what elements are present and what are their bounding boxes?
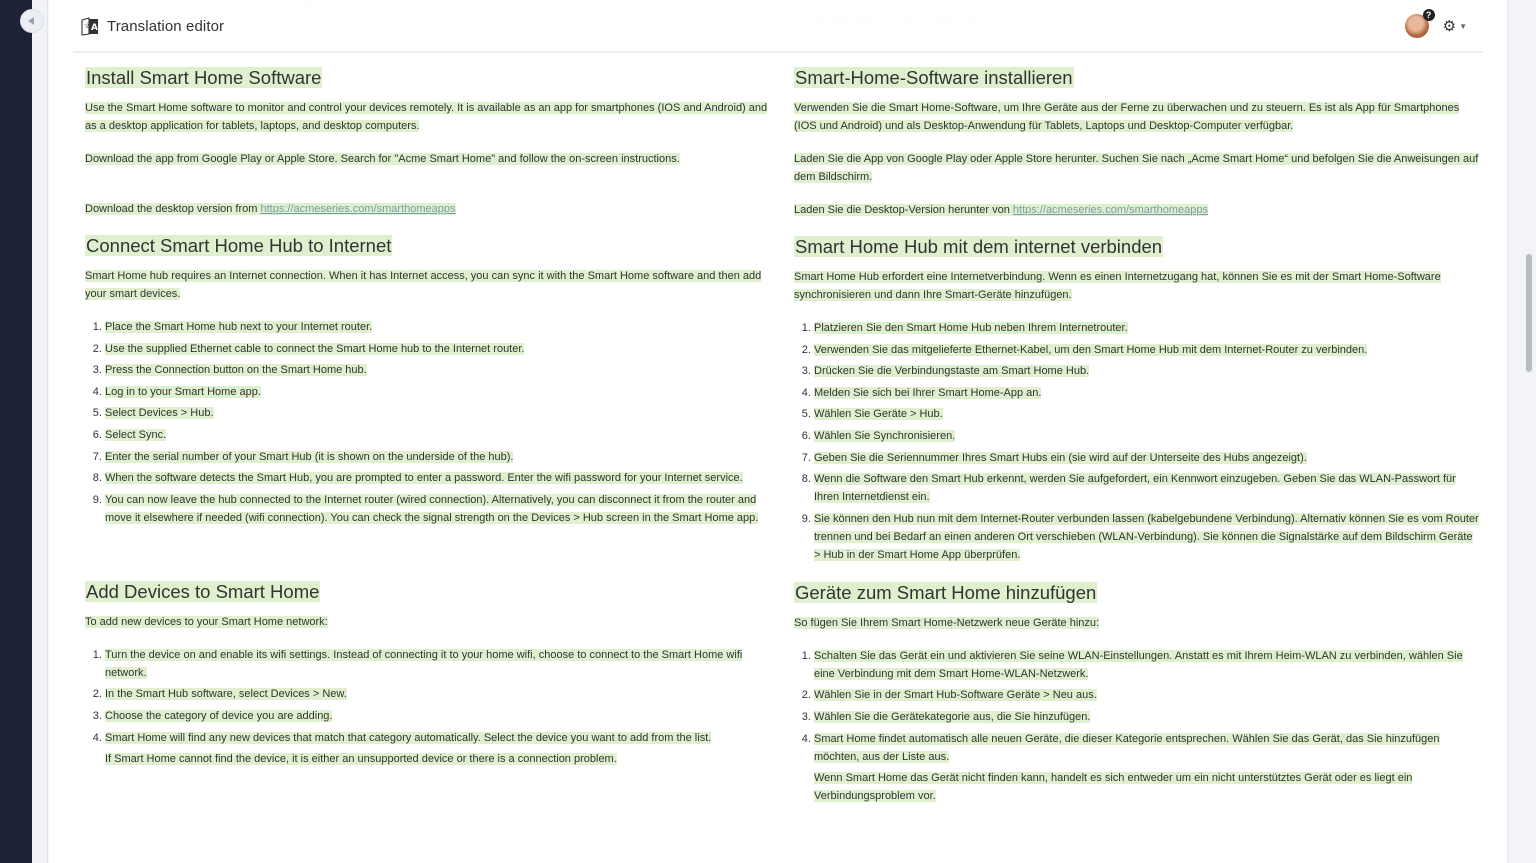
download-link[interactable]: https://acmeseries.com/smarthomeapps — [1012, 204, 1208, 216]
download-text: Download the desktop version from — [85, 203, 261, 215]
target-segment[interactable]: Wählen Sie Geräte > Hub. — [814, 408, 943, 421]
list-item — [814, 686, 1479, 704]
target-segment[interactable]: Wählen Sie in der Smart Hub-Software Geräte > Neu aus. — [814, 689, 1097, 702]
target-segment[interactable]: Wählen Sie die Gerätekategorie aus, die Sie hinzufügen. — [814, 710, 1091, 723]
download-text: Laden Sie die Desktop-Version herunter von — [794, 204, 1013, 216]
spacer — [85, 183, 770, 200]
list-item — [814, 449, 1479, 467]
gear-icon: ⚙ — [1442, 17, 1457, 35]
paragraph — [85, 150, 770, 168]
spacer — [85, 543, 770, 567]
source-segment[interactable]: In the Smart Hub software, select Devices > New. — [105, 688, 347, 701]
list-item — [105, 646, 770, 682]
source-segment[interactable]: If Smart Home cannot find the device, it is either an unsupported device or there is a connection problem. — [105, 753, 617, 766]
paragraph — [794, 99, 1479, 135]
list-item — [105, 404, 770, 422]
translation-editor-panel — [49, 0, 1507, 863]
scrollbar-thumb[interactable] — [1526, 254, 1532, 372]
target-segment[interactable]: Geben Sie die Seriennummer Ihres Smart Hubs ein (sie wird auf der Unterseite des Hubs angezeigt). — [814, 451, 1307, 464]
source-segment[interactable]: To add new devices to your Smart Home network: — [85, 615, 328, 628]
target-segment[interactable]: Platzieren Sie den Smart Home Hub neben Ihrem Internetrouter. — [814, 322, 1128, 334]
target-segment[interactable]: Verwenden Sie die Smart Home-Software, um Ihre Geräte aus der Ferne zu überwachen und zu steuern. Es ist als App für Smartphones (IOS und Android) und als Desktop-Anwendung für Tablets, Laptops und Desktop-Computer verfügbar. — [794, 102, 1460, 132]
paragraph — [85, 613, 770, 631]
list-item — [814, 470, 1479, 506]
source-segment[interactable]: Place the Smart Home hub next to your Internet router. — [105, 321, 373, 333]
steps-list — [794, 319, 1479, 564]
download-link[interactable]: https://acmeseries.com/smarthomeapps — [260, 203, 456, 215]
target-segment[interactable]: Wenn Smart Home das Gerät nicht finden kann, handelt es sich entweder um ein nicht unterstütztes Gerät oder es liegt ein Verbindungsproblem vor. — [814, 772, 1413, 803]
source-segment[interactable]: You can now leave the hub connected to the Internet router (wired connection). Alternatively, you can disconnect it from the router and move it elsewhere if needed (wifi connection). You can check the signal strength on the Devices > Hub screen in the Smart Home app. — [105, 493, 759, 524]
list-item — [105, 426, 770, 444]
source-segment[interactable]: Turn the device on and enable its wifi settings. Instead of connecting it to your home wifi, choose to connect to the Smart Home wifi network. — [105, 648, 743, 679]
user-avatar[interactable] — [1405, 10, 1432, 38]
collapse-sidebar-button[interactable] — [20, 9, 44, 33]
svg-text:文: 文 — [84, 23, 91, 30]
app-title — [81, 17, 224, 36]
chevron-down-icon: ▼ — [1459, 21, 1467, 31]
source-segment[interactable]: Connect Smart Home Hub to Internet — [86, 235, 392, 256]
list-item — [105, 383, 770, 401]
list-item — [814, 510, 1479, 564]
paragraph — [794, 201, 1479, 219]
list-item — [814, 405, 1479, 423]
list-item — [814, 647, 1479, 683]
target-segment[interactable]: Smart-Home-Software installieren — [795, 67, 1073, 88]
target-segment[interactable]: Laden Sie die App von Google Play oder Apple Store herunter. Suchen Sie nach „Acme Smart Home“ und befolgen Sie die Anweisungen auf dem Bildschirm. — [794, 153, 1479, 183]
source-segment[interactable]: Select Devices > Hub. — [105, 407, 214, 420]
list-item — [105, 729, 770, 769]
translate-icon — [81, 17, 99, 36]
paragraph — [85, 99, 770, 135]
target-column — [794, 53, 1479, 821]
app-left-rail — [0, 0, 32, 863]
target-segment[interactable]: Sie können den Hub nun mit dem Internet-Router verbunden lassen (kabelgebundene Verbindung). Alternativ können Sie es vom Router trennen und bei Bedarf an einen anderen Ort verschieben (WLAN-Verbindung). Sie können die Signalstärke auf dem Bildschirm Geräte > Hub in der Smart Home App überprüfen. — [814, 512, 1479, 561]
source-segment[interactable]: Log in to your Smart Home app. — [105, 385, 261, 398]
list-item — [105, 491, 770, 527]
header-actions — [1405, 10, 1467, 38]
paragraph — [85, 267, 770, 303]
chevron-left-icon — [28, 17, 34, 25]
list-item — [105, 361, 770, 379]
paragraph — [794, 268, 1479, 304]
target-segment[interactable]: Smart Home Hub erfordert eine Internetverbindung. Wenn es einen Internetzugang hat, können Sie es mit der Smart Home-Software synchronisieren und dann Ihre Smart-Geräte hinzufügen. — [794, 271, 1441, 301]
step-note — [814, 769, 1479, 805]
svg-text:A: A — [91, 23, 98, 33]
target-segment[interactable]: Wenn die Software den Smart Hub erkennt, werden Sie aufgefordert, ein Kennwort einzugeben. Geben Sie das WLAN-Passwort für Ihren Internetdienst ein. — [814, 473, 1456, 504]
source-segment[interactable]: Choose the category of device you are adding. — [105, 709, 333, 722]
section-heading — [85, 233, 770, 259]
source-segment[interactable]: Select Sync. — [105, 428, 167, 441]
list-item — [814, 384, 1479, 402]
target-segment[interactable]: Melden Sie sich bei Ihrer Smart Home-App an. — [814, 386, 1042, 399]
list-item — [105, 318, 770, 336]
source-segment[interactable]: Press the Connection button on the Smart Home hub. — [105, 364, 367, 377]
list-item — [105, 340, 770, 358]
section-heading — [794, 580, 1479, 606]
list-item — [814, 362, 1479, 380]
list-item — [814, 319, 1479, 337]
list-item — [814, 341, 1479, 359]
section-heading — [794, 234, 1479, 260]
source-column — [85, 53, 770, 784]
source-segment[interactable]: Use the supplied Ethernet cable to connect the Smart Home hub to the Internet router. — [105, 342, 525, 355]
list-item — [105, 448, 770, 466]
target-segment[interactable]: So fügen Sie Ihrem Smart Home-Netzwerk neue Geräte hinzu: — [794, 616, 1100, 629]
steps-list — [85, 646, 770, 768]
list-item — [105, 469, 770, 487]
target-segment[interactable]: Verwenden Sie das mitgelieferte Ethernet-Kabel, um den Smart Home Hub mit dem Internet-Router zu verbinden. — [814, 343, 1368, 356]
paragraph — [794, 614, 1479, 632]
settings-menu-button[interactable] — [1443, 19, 1467, 34]
source-segment[interactable] — [85, 203, 456, 215]
target-segment[interactable]: Drücken Sie die Verbindungstaste am Smart Home Hub. — [814, 365, 1090, 378]
target-segment[interactable]: Schalten Sie das Gerät ein und aktivieren Sie seine WLAN-Einstellungen. Anstatt es mit Ihrem Heim-WLAN zu verbinden, wählen Sie eine Verbindung mit dem Smart Home-WLAN-Netzwerk. — [814, 649, 1463, 680]
source-segment[interactable]: Use the Smart Home software to monitor and control your devices remotely. It is available as an app for smartphones (IOS and Android) and as a desktop application for tablets, laptops, and desktop computers. — [85, 102, 768, 132]
list-item — [105, 685, 770, 703]
source-segment[interactable]: Smart Home hub requires an Internet connection. When it has Internet access, you can sync it with the Smart Home software and then add your smart devices. — [85, 270, 762, 300]
source-segment[interactable]: Enter the serial number of your Smart Hub (it is shown on the underside of the hub). — [105, 450, 514, 463]
left-gutter — [32, 0, 48, 863]
paragraph — [794, 150, 1479, 186]
app-header — [73, 0, 1483, 53]
target-segment[interactable]: Wählen Sie Synchronisieren. — [814, 429, 956, 442]
vertical-scrollbar[interactable] — [1524, 0, 1534, 863]
steps-list — [794, 647, 1479, 805]
section-heading — [85, 579, 770, 605]
step-note — [105, 750, 770, 768]
target-segment[interactable] — [794, 204, 1208, 216]
list-item — [814, 708, 1479, 726]
source-segment[interactable]: Smart Home will find any new devices that match that category automatically. Select the device you want to add from the list. — [105, 731, 712, 744]
source-segment[interactable]: When the software detects the Smart Hub, you are prompted to enter a password. Enter the wifi password for your Internet service. — [105, 472, 743, 485]
app-title-text: Translation editor — [107, 18, 225, 35]
help-icon[interactable]: ? — [1423, 9, 1435, 21]
list-item — [814, 730, 1479, 806]
steps-list — [85, 318, 770, 527]
source-segment[interactable]: Download the app from Google Play or Apple Store. Search for "Acme Smart Home" and follow the on-screen instructions. — [85, 153, 680, 165]
target-segment[interactable]: Smart Home findet automatisch alle neuen Geräte, die dieser Kategorie entsprechen. Wählen Sie das Gerät, das Sie hinzufügen möchten, aus der Liste aus. — [814, 732, 1440, 763]
source-segment[interactable]: Add Devices to Smart Home — [86, 580, 320, 602]
target-segment[interactable]: Smart Home Hub mit dem internet verbinden — [795, 236, 1163, 257]
list-item — [105, 707, 770, 725]
source-segment[interactable]: Install Smart Home Software — [86, 67, 322, 88]
section-heading — [85, 65, 770, 91]
target-segment[interactable]: Geräte zum Smart Home hinzufügen — [795, 581, 1097, 603]
list-item — [814, 427, 1479, 445]
section-heading — [794, 65, 1479, 91]
paragraph — [85, 200, 770, 218]
